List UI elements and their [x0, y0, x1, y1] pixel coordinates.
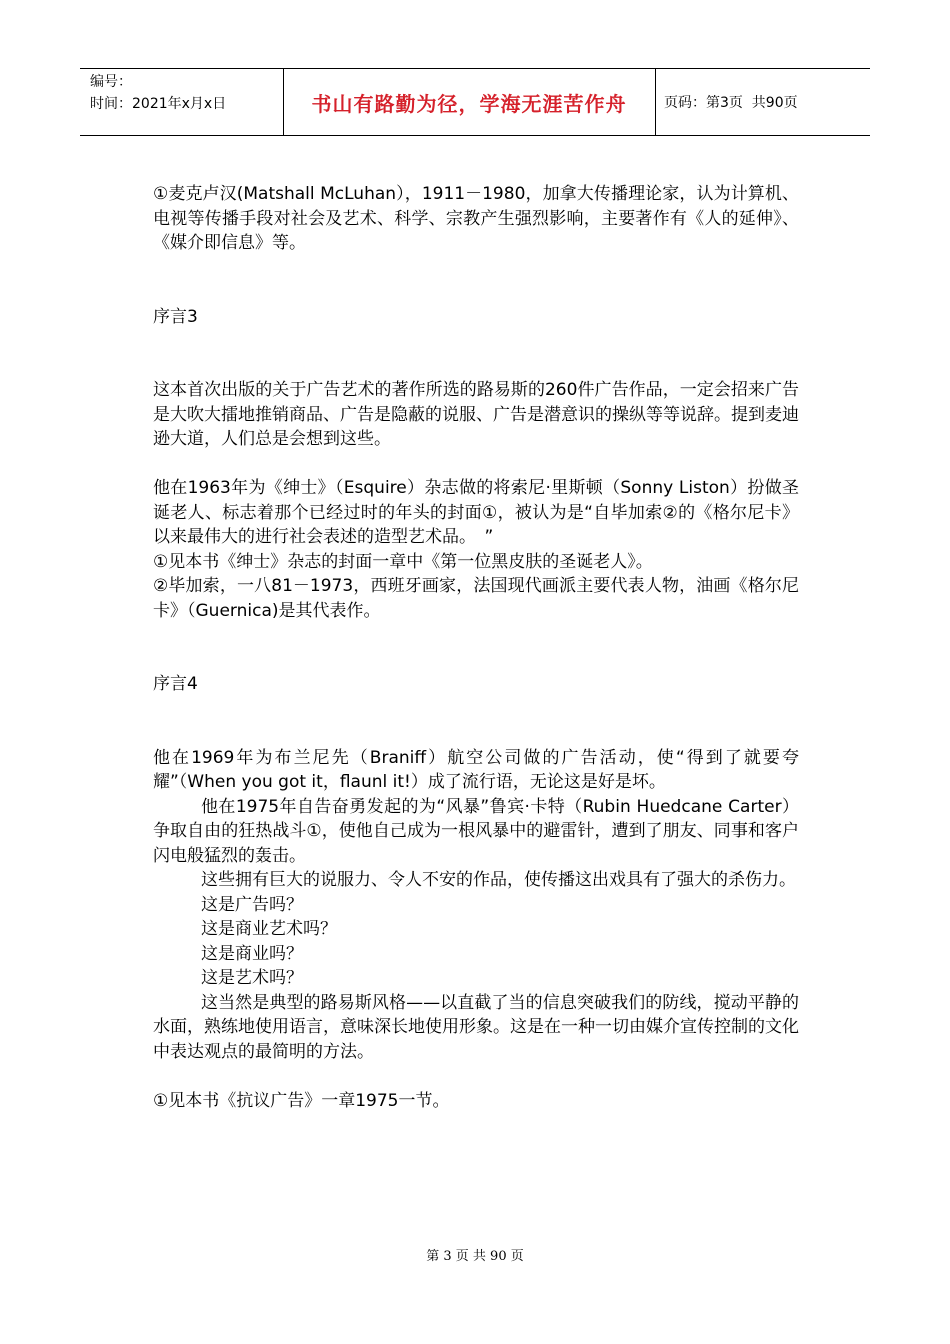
serial-number-label: 编号： — [90, 74, 132, 90]
date-line: 时间：2021年x月x日 — [90, 96, 227, 112]
header-page-info: 页码：第3页 共90页 — [664, 95, 798, 111]
section-heading-preface-3: 序言3 — [153, 306, 198, 327]
header-left-info — [90, 71, 226, 115]
paragraph: 他在1969年为布兰尼先（Braniff）航空公司做的广告活动，使“得到了就要夸耀”（When you got it，flaunl it!）成了流行语，无论这是好是坏。 — [153, 747, 799, 792]
footnote-mcluhan: ①麦克卢汉(Matshall McLuhan），1911－1980，加拿大传播理论家，认为计算机、电视等传播手段对社会及艺术、科学、宗教产生强烈影响，主要著作有《人的延伸》、《媒介即信息》等。 — [153, 184, 799, 253]
paragraph: 他在1963年为《绅士》（Esquire）杂志做的将索尼·里斯顿（Sonny Liston）扮做圣诞老人、标志着那个已经过时的年头的封面①，被认为是“自毕加索②的《格尔尼卡》以来最伟大的进行社会表述的造型艺术品。 ” — [153, 478, 799, 547]
section-heading-preface-4: 序言4 — [153, 674, 198, 694]
paragraph: 这当然是典型的路易斯风格——以直截了当的信息突破我们的防线，搅动平静的水面，熟练地使用语言，意味深长地使用形象。这是在一种一切由媒介宣传控制的文化中表达观点的最简明的方法。 — [153, 992, 799, 1062]
paragraph: 这本首次出版的关于广告艺术的著作所选的路易斯的260件广告作品，一定会招来广告是大吹大擂地推销商品、广告是隐蔽的说服、广告是潜意识的操纵等等说辞。提到麦迪逊大道，人们总是会想到这些。 — [153, 380, 799, 449]
question-line: 这是商业吗？ — [201, 943, 303, 964]
paragraph: 他在1975年自告奋勇发起的为“风暴”鲁宾·卡特（Rubin Huedcane Carter）争取自由的狂热战斗①，使他自己成为一根风暴中的避雷针，遭到了朋友、同事和客户闪电般猛烈的轰击。 — [153, 796, 799, 866]
header-divider — [655, 69, 656, 135]
question-line: 这是商业艺术吗？ — [201, 919, 337, 939]
document-body — [153, 182, 799, 1113]
page-footer: 第 3 页 共 90 页 — [426, 1249, 524, 1264]
question-line: 这是广告吗？ — [201, 894, 303, 915]
footnote: ①见本书《抗议广告》一章1975一节。 — [153, 1090, 450, 1111]
question-line: 这是艺术吗？ — [201, 968, 303, 988]
footnote: ①见本书《绅士》杂志的封面一章中《第一位黑皮肤的圣诞老人》。 — [153, 551, 653, 572]
page-header — [80, 68, 870, 136]
header-motto: 书山有路勤为径，学海无涯苦作舟 — [311, 91, 627, 116]
footnote: ②毕加索，一八81－1973，西班牙画家，法国现代画派主要代表人物，油画《格尔尼卡》（Guernica)是其代表作。 — [153, 576, 799, 621]
paragraph: 这些拥有巨大的说服力、令人不安的作品，使传播这出戏具有了强大的杀伤力。 — [201, 870, 796, 890]
